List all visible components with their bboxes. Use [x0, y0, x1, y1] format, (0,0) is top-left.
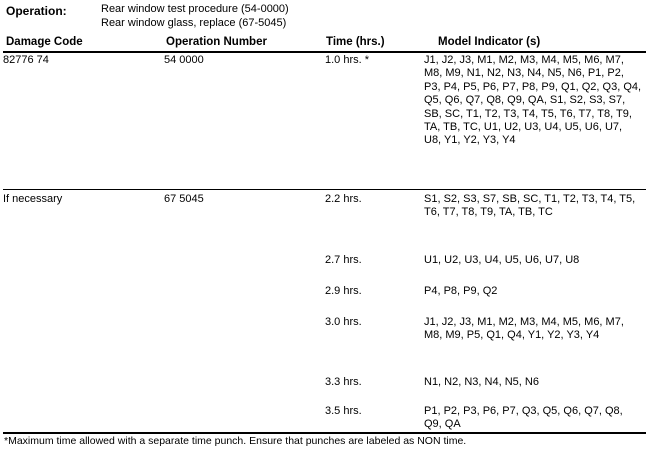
table-row: [3, 405, 646, 433]
header-damage-code: Damage Code: [6, 36, 83, 48]
header-operation-number: Operation Number: [166, 36, 267, 48]
cell-time: 3.3 hrs.: [325, 376, 362, 388]
table-row: [3, 316, 646, 360]
cell-time: 3.5 hrs.: [325, 405, 362, 417]
table-row: [3, 376, 646, 392]
cell-model-indicator: N1, N2, N3, N4, N5, N6: [424, 376, 539, 388]
cell-model-indicator: P1, P2, P3, P6, P7, Q3, Q5, Q6, Q7, Q8, Q9, QA: [424, 405, 623, 431]
cell-time: 2.7 hrs.: [325, 254, 362, 266]
cell-model-indicator: U1, U2, U3, U4, U5, U6, U7, U8: [424, 254, 580, 266]
table-row: [3, 254, 646, 270]
cell-model-indicator: S1, S2, S3, S7, SB, SC, T1, T2, T3, T4, T5, T6, T7, T8, T9, TA, TB, TC: [424, 193, 636, 219]
footnote: *Maximum time allowed with a separate time punch. Ensure that punches are labeled as NON time.: [4, 435, 467, 447]
cell-time: 1.0 hrs. *: [325, 54, 370, 66]
cell-operation-number: 54 0000: [164, 54, 204, 66]
table-row: [3, 285, 646, 301]
cell-time: 2.9 hrs.: [325, 285, 362, 297]
cell-model-indicator: J1, J2, J3, M1, M2, M3, M4, M5, M6, M7, M8, M9, N1, N2, N3, N4, N5, N6, P1, P2, P3, P4, P5, P6, P7, P8, P9, Q1, Q2, Q3, Q4, Q5, Q6, Q7, Q8, Q9, QA, S1, S2, S3, S7, SB, SC, T1, T2, T3, T4, T5, T6, T7, T8, T9, TA, TB, TC, U1, U2, U3, U4, U5, U6, U7, U8, Y1, Y2, Y3, Y4: [424, 54, 642, 147]
cell-time: 2.2 hrs.: [325, 193, 362, 205]
cell-damage-code: If necessary: [3, 193, 63, 205]
operation-label: Operation:: [6, 4, 67, 18]
cell-model-indicator: P4, P8, P9, Q2: [424, 285, 498, 297]
cell-operation-number: 67 5045: [164, 193, 204, 205]
row-divider: [3, 189, 646, 190]
table-bottom-rule: [3, 432, 646, 434]
table-header: [3, 36, 646, 53]
table-row: [3, 193, 646, 237]
cell-model-indicator: J1, J2, J3, M1, M2, M3, M4, M5, M6, M7, M8, M9, P5, Q1, Q4, Y1, Y2, Y3, Y4: [424, 316, 624, 342]
cell-damage-code: 82776 74: [3, 54, 49, 66]
header-model-indicator: Model Indicator (s): [438, 36, 541, 48]
cell-time: 3.0 hrs.: [325, 316, 362, 328]
operation-line-glass-replace: Rear window glass, replace (67-5045): [101, 17, 287, 29]
table-row: [3, 54, 646, 188]
header-time: Time (hrs.): [326, 36, 385, 48]
operation-line-test-procedure: Rear window test procedure (54-0000): [101, 3, 289, 15]
